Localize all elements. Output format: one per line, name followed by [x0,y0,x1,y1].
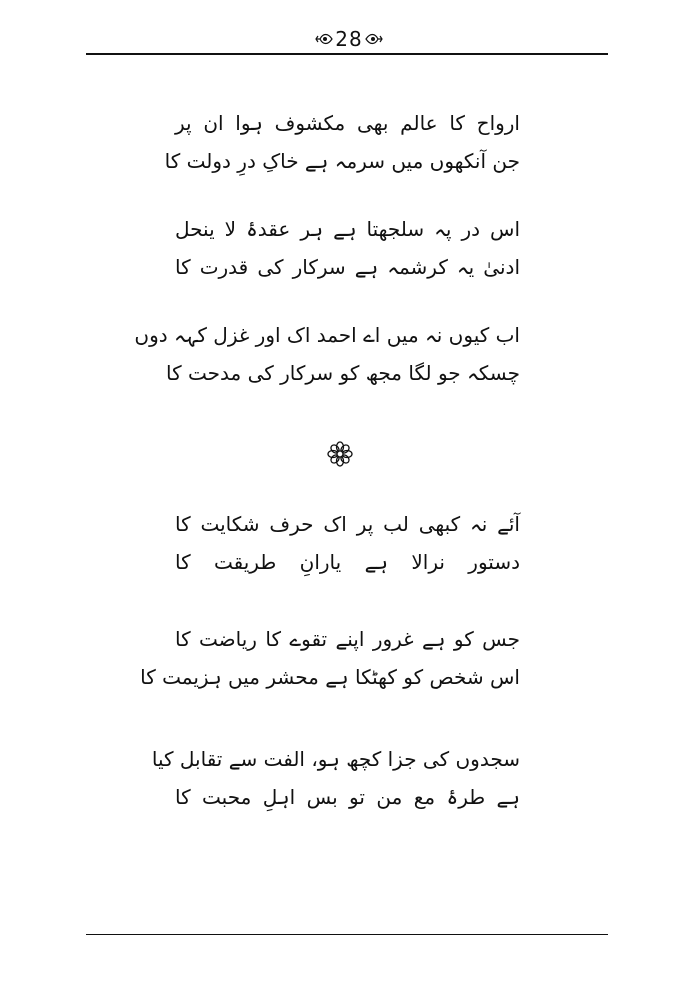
verse-line: جس کو ہے غرور اپنے تقوے کا ریاضت کا [175,627,520,651]
footer-rule [86,934,608,935]
header-rule [86,53,608,55]
verse-line: سجدوں کی جزا کچھ ہو، الفت سے تقابل کیا [151,747,520,771]
ornament-right-icon [365,30,383,48]
verse-line: اب کیوں نہ میں اے احمد اک اور غزل کہہ دوں [134,323,520,347]
stanza-6 [151,740,520,816]
verse-line: ادنیٰ یہ کرشمہ ہے سرکار کی قدرت کا [175,255,520,279]
verse-line: دستور نرالا ہے یارانِ طریقت کا [175,550,520,574]
verse-line: ہے طرۂ مع من تو بس اہلِ محبت کا [175,785,520,809]
verse-line: ارواح کا عالم بھی مکشوف ہوا ان پر [175,111,520,135]
stanza-3 [134,316,520,392]
page-number: 28 [335,27,363,51]
page-number-group [312,26,386,52]
stanza-2 [175,210,520,286]
verse-line: اس در پہ سلجھتا ہے ہر عقدۂ لا ینحل [175,217,520,241]
page-header [0,22,698,56]
verse-line: جن آنکھوں میں سرمہ ہے خاکِ درِ دولت کا [164,149,520,173]
ornament-left-icon [315,30,333,48]
stanza-4 [175,505,520,581]
stanza-1 [164,104,520,180]
verse-line: اس شخص کو کھٹکا ہے محشر میں ہزیمت کا [140,665,520,689]
verse-line: آئے نہ کبھی لب پر اک حرف شکایت کا [175,512,520,536]
verse-line: چسکہ جو لگا مجھ کو سرکار کی مدحت کا [166,361,520,385]
stanza-5 [140,620,520,696]
floral-divider-icon [326,440,354,468]
